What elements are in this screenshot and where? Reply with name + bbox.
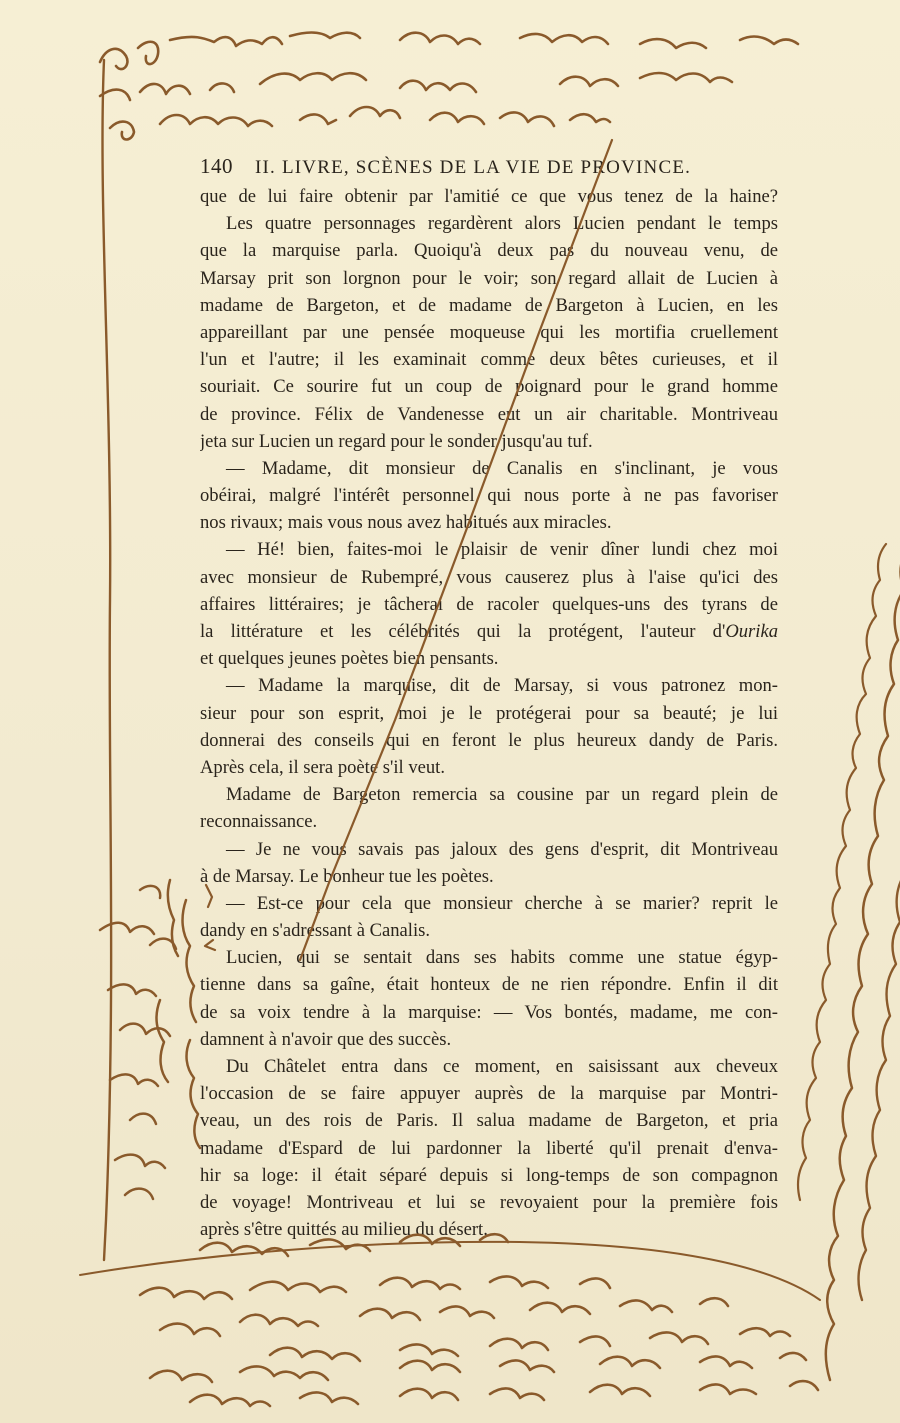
text-line: avec monsieur de Rubempré, vous causerez plus à l'aise qu'ici des xyxy=(200,566,778,588)
text-line: dandy en s'adressant à Canalis. xyxy=(200,920,431,942)
text-line: donnerai des conseils qui en feront le plus heureux dandy de Paris. xyxy=(200,729,778,751)
text-line: nos rivaux; mais vous nous avez habitués aux miracles. xyxy=(200,512,612,534)
text-line: et quelques jeunes poètes bien pensants. xyxy=(200,648,499,670)
text-fragment: la littérature et les célébrités qui la protégent, l'auteur d' xyxy=(200,621,726,642)
text-line: que la marquise parla. Quoiqu'à deux pas du nouveau venu, de xyxy=(200,240,778,262)
show-through-text xyxy=(790,165,900,1165)
text-line: Les quatre personnages regardèrent alors Lucien pendant le temps xyxy=(226,213,778,235)
text-line: jeta sur Lucien un regard pour le sonder jusqu'au tuf. xyxy=(200,430,593,452)
text-line: Madame de Bargeton remercia sa cousine par un regard plein de xyxy=(226,784,778,806)
text-line: l'un et l'autre; il les examinait comme deux bêtes curieuses, et il xyxy=(200,349,778,371)
running-head-title: II. LIVRE, SCÈNES DE LA VIE DE PROVINCE. xyxy=(255,157,692,178)
text-line: que de lui faire obtenir par l'amitié ce que vous tenez de la haine? xyxy=(200,186,778,207)
text-line: madame d'Espard de lui pardonner la liberté qu'il prenait d'enva- xyxy=(200,1137,778,1159)
text-line: — Hé! bien, faites-moi le plaisir de venir dîner lundi chez moi xyxy=(226,539,778,561)
text-line: après s'être quittés au milieu du désert. xyxy=(200,1219,488,1241)
text-line: madame de Bargeton, et de madame de Bargeton à Lucien, en les xyxy=(200,294,778,316)
page-number: 140 xyxy=(200,154,233,178)
text-line: hir sa loge: il était séparé depuis si long-temps de son compagnon xyxy=(200,1164,778,1186)
text-line: tienne dans sa gaîne, était honteux de ne rien répondre. Enfin il dit xyxy=(200,974,778,996)
text-line-with-title xyxy=(200,618,778,645)
text-line: de sa voix tendre à la marquise: — Vos bontés, madame, me con- xyxy=(200,1001,778,1023)
text-line: Après cela, il sera poète s'il veut. xyxy=(200,756,445,778)
text-line: appareillant par une pensée moqueuse qui les mortifia cruellement xyxy=(200,321,778,343)
running-header xyxy=(200,154,778,179)
text-line: souriait. Ce sourire fut un coup de poignard pour le grand homme xyxy=(200,376,778,398)
text-line: damnent à n'avoir que des succès. xyxy=(200,1028,452,1050)
text-line: — Est-ce pour cela que monsieur cherche à se marier? reprit le xyxy=(226,892,778,914)
text-line: — Madame, dit monsieur de Canalis en s'inclinant, je vous xyxy=(226,457,778,479)
printed-text-block xyxy=(200,183,778,1243)
text-line: veau, un des rois de Paris. Il salua madame de Bargeton, et pria xyxy=(200,1110,778,1132)
text-line: de voyage! Montriveau et lui se revoyaient pour la première fois xyxy=(200,1191,778,1213)
text-line: reconnaissance. xyxy=(200,811,318,833)
text-line: sieur pour son esprit, moi je le protégerai pour sa beauté; je lui xyxy=(200,702,778,724)
text-line: affaires littéraires; je tâcherai de racoler quelques-uns des tyrans de xyxy=(200,593,778,615)
text-line: Du Châtelet entra dans ce moment, en saisissant aux cheveux xyxy=(226,1056,778,1077)
text-line: de province. Félix de Vandenesse eut un air charitable. Montriveau xyxy=(200,403,778,425)
text-line: obéirai, malgré l'intérêt personnel qui nous porte à ne pas favoriser xyxy=(200,485,778,507)
text-line: l'occasion de se faire appuyer auprès de la marquise par Montri- xyxy=(200,1083,778,1105)
text-line: Lucien, qui se sentait dans ses habits comme une statue égyp- xyxy=(226,947,778,969)
text-line: à de Marsay. Le bonheur tue les poètes. xyxy=(200,865,494,887)
text-line: — Je ne vous savais pas jaloux des gens d'esprit, dit Montriveau xyxy=(226,838,778,860)
text-line: — Madame la marquise, dit de Marsay, si vous patronez mon- xyxy=(226,675,778,697)
text-line: Marsay prit son lorgnon pour le voir; son regard allait de Lucien à xyxy=(200,267,778,289)
book-title-ourika: Ourika xyxy=(725,621,778,642)
